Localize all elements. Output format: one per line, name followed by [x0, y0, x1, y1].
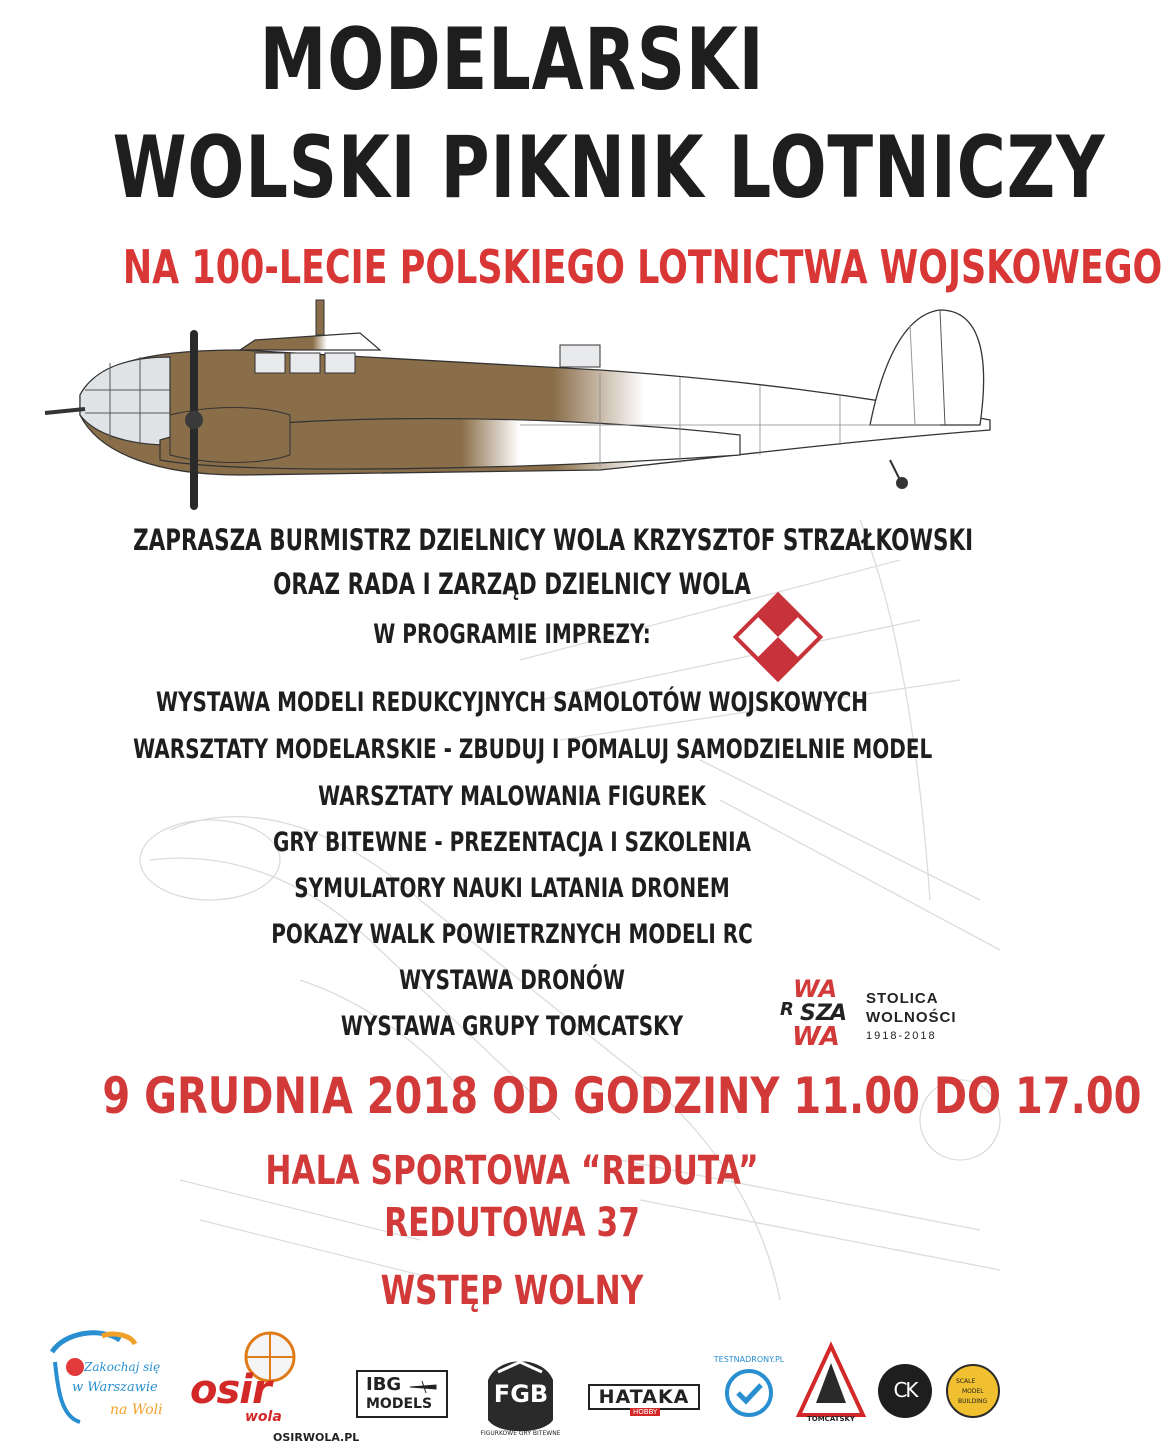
svg-text:SZ: SZ	[800, 1001, 832, 1026]
event-address: REDUTOWA 37	[384, 1200, 640, 1246]
zakochaj-sie-w-warszawie-logo	[40, 1322, 170, 1432]
plane-icon	[408, 1380, 438, 1394]
zakochaj-text-1: Zakochaj się	[84, 1360, 161, 1374]
hataka-wordmark: HATAKA	[588, 1384, 700, 1410]
warszawa-logo-line-1: STOLICA	[866, 990, 939, 1007]
warszawa-logo-line-2: WOLNOŚCI	[866, 1009, 957, 1026]
tomcatsky-triangle-icon	[796, 1343, 866, 1425]
program-item: GRY BITEWNE - PREZENTACJA I SZKOLENIA	[272, 827, 752, 858]
warszawa-letters-mark	[778, 975, 858, 1050]
ibg-text: IBG	[366, 1374, 402, 1395]
program-item: WARSZTATY MALOWANIA FIGUREK	[318, 781, 706, 812]
ck-logo	[878, 1364, 932, 1418]
zakochaj-text-2: w Warszawie	[72, 1380, 158, 1395]
bomber-aircraft-illustration	[40, 295, 1000, 520]
models-text: MODELS	[366, 1396, 433, 1412]
svg-text:WA: WA	[792, 1022, 840, 1052]
program-item: POKAZY WALK POWIETRZNYCH MODELI RC	[271, 919, 753, 950]
scale-model-building-logo	[946, 1364, 1000, 1418]
smb-text-3: BUILDING	[958, 1398, 988, 1405]
smb-text-1: SCALE	[956, 1378, 976, 1385]
fgb-figurkowe-gry-bitewne-logo	[478, 1350, 563, 1440]
program-item: WYSTAWA DRONÓW	[399, 965, 625, 996]
osir-wola-logo	[185, 1325, 360, 1445]
osir-sub-wordmark: wola	[245, 1409, 282, 1425]
program-item: WYSTAWA GRUPY TOMCATSKY	[340, 1011, 684, 1042]
osir-wordmark: osir	[190, 1367, 271, 1413]
title-line-2: WOLSKI PIKNIK LOTNICZY	[112, 118, 1106, 218]
smb-text-2: MODEL	[962, 1388, 984, 1395]
ibg-models-logo	[356, 1370, 448, 1418]
invitation-line-2: ORAZ RADA I ZARZĄD DZIELNICY WOLA	[273, 567, 751, 601]
zakochaj-text-3: na Woli	[110, 1402, 163, 1418]
svg-text:A: A	[830, 1001, 848, 1026]
hataka-hobby-logo	[588, 1384, 700, 1418]
hataka-hobby: HOBBY	[630, 1408, 660, 1416]
program-item: WYSTAWA MODELI REDUKCYJNYCH SAMOLOTÓW WOJSKOWYCH	[155, 687, 869, 718]
svg-text:WA: WA	[793, 975, 838, 1003]
fgb-wordmark: FGB	[493, 1380, 549, 1408]
warszawa-stolica-wolnosci-logo	[778, 975, 978, 1050]
invitation-line-1: ZAPRASZA BURMISTRZ DZIELNICY WOLA KRZYSZTOF STRZAŁKOWSKI	[133, 523, 974, 557]
ck-text: CK	[893, 1378, 917, 1402]
program-item: WARSZTATY MODELARSKIE - ZBUDUJ I POMALUJ SAMODZIELNIE MODEL	[133, 734, 933, 765]
event-admission: WSTĘP WOLNY	[380, 1268, 644, 1314]
event-date-time: 9 GRUDNIA 2018 OD GODZINY 11.00 DO 17.00	[102, 1067, 1142, 1125]
osir-url: OSIRWOLA.PL	[273, 1431, 360, 1444]
subtitle: NA 100-LECIE POLSKIEGO LOTNICTWA WOJSKOWEGO	[122, 240, 1162, 294]
svg-text:R: R	[780, 999, 794, 1020]
warszawa-logo-years: 1918-2018	[866, 1030, 937, 1042]
tomcatsky-logo	[796, 1343, 866, 1425]
fgb-subtitle: FIGURKOWE GRY BITEWNE	[480, 1430, 561, 1437]
program-heading: W PROGRAMIE IMPREZY:	[373, 619, 651, 650]
program-item: SYMULATORY NAUKI LATANIA DRONEM	[294, 873, 730, 904]
testnadrony-logo	[714, 1355, 784, 1425]
title-line-1: MODELARSKI	[259, 10, 765, 110]
testnadrony-text: TESTNADRONY.PL	[713, 1355, 785, 1364]
air-force-checkerboard-icon	[732, 591, 824, 683]
tomcatsky-text: TOMCATSKY	[806, 1415, 855, 1423]
event-venue: HALA SPORTOWA “REDUTA”	[265, 1148, 759, 1194]
checkmark-badge-icon	[714, 1355, 784, 1425]
